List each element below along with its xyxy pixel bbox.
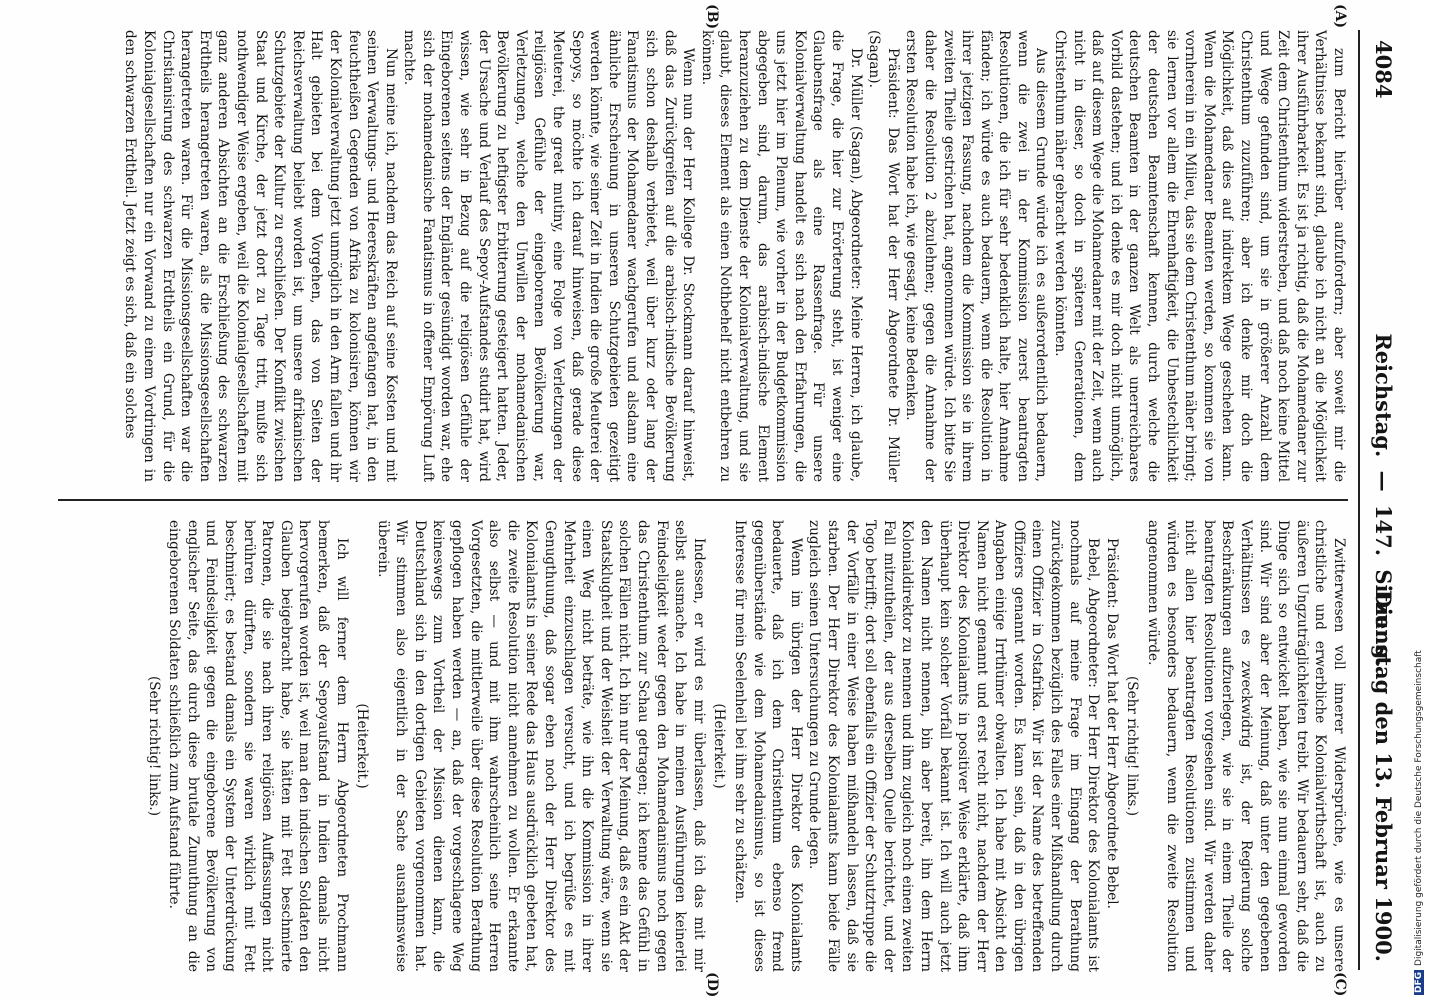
paragraph: Aus diesem Grunde würde ich es außerordentlich bedauern, wenn die zwei in der Kommission zuerst beantragten Resolutionen, die ich für sehr bedenklich halte, hier Annahme fänden; ich würde es auch bedauern, wenn die Resolution in ihrer jetzigen Fassung, nachdem die Kommission sie in ihrem zweiten Theile gestrichen hat, angenommen würde. Ich bitte Sie daher die Resolution 2 abzulehnen; gegen die Annahme der ersten Resolution habe ich, wie gesagt, keine Bedenken.	[903, 30, 1050, 482]
interjection: (Sehr richtig! links.)	[145, 675, 162, 817]
paragraph: Indessen, er wird es mir überlassen, daß ich das mit mir selbst ausmache. Ich habe in meinen Ausführungen keinerlei Feindseligkeit weder gegen den Mohamedanismus noch gegen das Christenthum zur Schau getragen; ich kenne das Gefühl in solchen Fällen nicht. Ich bin nur der Meinung, daß es ein Akt der Staatsklugheit und der Weisheit der Verwaltung wäre, wenn sie einen Weg nicht beträte, wie ihn die Kommission in ihrer Mehrheit einzuschlagen versucht, und ich begrüße es mit Genugthuung, daß sogar eben noch der Herr Direktor des Kolonialamts in seiner Rede das Haus ausdrücklich gebeten hat, die zweite Resolution nicht annehmen zu wollen. Er erkannte also selbst — und mit ihm wahrscheinlich seine Herren Vorgesetzten, die mittlerweile über diese Resolution Berathung gepflogen haben werden — an, daß der vorgeschlagene Weg keineswegs zum Vortheil der Mission dienen kann, die Deutschland sich in den dortigen Gebieten vorgenommen hat. Wir stimmen also eigentlich in der Sache ausnahmsweise überein.	[374, 520, 707, 972]
rotated-document	[10, 0, 1410, 1000]
paragraph: Nun meine ich, nachdem das Reich auf seine Kosten und mit seinen Verwaltungs- und Heereskräften angefangen hat, in den feuchtheißen Gegenden von Afrika zu kolonisiren, können wir der Kolonialverwaltung jetzt unmöglich in den Arm fallen und ihr Halt gebieten bei dem Vorgehen, das von Seiten der Reichsverwaltung beliebt worden ist, um unsere afrikanischen Schutzgebiete der Kultur zu erschließen. Der Konflikt zwischen Staat und Kirche, der jetzt dort zu Tage tritt, mußte sich nothwendiger Weise ergeben, weil die Kolonialgesellschaften mit ganz anderen Absichten an die Erschließung des schwarzen Erdtheils herangetreten waren, als die Missionsgesellschaften herangetreten waren. Für die Missionsgesellschaften war die Christianisirung des schwarzen Erdtheils ein Grund, für die Kolonialgesellschaften nur ein Vorwand zu einem Vordringen in den schwarzen Erdtheil. Jetzt zeigt es sich, daß ein solches	[122, 30, 399, 482]
right-column	[142, 520, 1348, 972]
funding-footer	[1412, 0, 1434, 1000]
president-statement: Präsident: Das Wort hat der Herr Abgeordnete Dr. Müller (Sagan).	[866, 30, 901, 482]
funding-notice: Digitalisierung gefördert durch die Deutsche Forschungsgemeinschaft	[1414, 650, 1424, 966]
margin-mark-b: (B)	[704, 4, 720, 30]
paragraph: Wenn nun der Herr Kollege Dr. Stockmann darauf hinweist, daß das Zurückgreifen auf die arabisch-indische Bevölkerung sich schon deshalb verbietet, weil über kurz oder lang der Fanatismus der Mohamedaner wachgerufen und alsdann eine ähnliche Erscheinung in unseren Schutzgebieten gezeitigt werden könnte, wie seiner Zeit in Indien die große Meuterei der Sepoys, so möchte ich darauf hinweisen, daß gerade diese Meuterei, the great mutiny, eine Folge von Verletzungen der religiösen Gefühle der eingeborenen Bevölkerung war, Verletzungen, welche den Unwillen der mohamedanischen Bevölkerung zu heftigster Erbitterung gesteigert hatten. Jeder, der Ursache und Verlauf des Sepoy-Aufstandes studirt hat, wird wissen, wie sehr in Bezug auf die religiösen Gefühle der Eingeborenen seitens der Engländer gesündigt worden war, ehe sich der mohamedanische Fanatismus in offener Empörung Luft machte.	[401, 30, 697, 482]
header-title: Reichstag. — 147. Sitzung.	[1371, 333, 1396, 667]
margin-mark-d: (D)	[704, 972, 720, 998]
page-number: 4084	[1371, 40, 1396, 99]
president-statement: Präsident: Das Wort hat der Herr Abgeordnete Bebel.	[1103, 538, 1120, 909]
header-date: Dienstag den 13. Februar 1900.	[1371, 589, 1396, 962]
paragraph: Ich will ferner dem Herrn Abgeordneten Prochmann bemerken, daß der Sepoyaufstand in Indien damals nicht hervorgerufen worden ist, weil man den indischen Soldaten den Glauben beigebracht habe, sie hätten mit Fett beschmierte Patronen, die sie nach ihren religiösen Auffassungen nicht berühren dürften, sondern sie waren wirklich mit Fett beschmiert; es bestand damals ein System der Unterdrückung und Feindseligkeit gegen die eingeborene Bevölkerung von englischer Seite, das durch diese brutale Zumuthung an die eingeborenen Soldaten schließlich zum Aufstand führte.	[166, 520, 350, 972]
margin-mark-a: (A)	[1332, 4, 1348, 29]
paragraph: Dr. Müller (Sagan), Abgeordneter: Meine Herren, ich glaube, die Frage, die hier zur Erörterung steht, ist weniger eine Glaubensfrage als eine Rassenfrage. Für unsere Kolonialverwaltung handelt es sich nach den Erfahrungen, die uns jetzt hier im Plenum, wie vorher in der Budgetkommission abgegeben sind, darum, das arabisch-indische Element heranzuziehen zu dem Dienste der Kolonialverwaltung, und sie glaubt, dieses Element als einen Nothbehelf nicht entbehren zu können.	[698, 30, 864, 482]
paragraph: Bebel, Abgeordneter: Der Herr Direktor des Kolonialamts ist nochmals auf meine Frage im Eingang der Berathung zurückgekommen bezüglich des Falles einer Mißhandlung durch einen Offizier in Ostafrika. Wir ist der Name des betreffenden Offiziers genannt worden. Es kann sein, daß in den übrigen Angaben einige Irrthümer obwalten. Ich habe mit Absicht den Namen nicht genannt und erst recht nicht, nachdem der Herr Direktor des Kolonialamts in positiver Weise erklärte, daß ihm überhaupt kein solcher Vorfall bekannt ist. Ich will auch jetzt den Namen nicht nennen, bin aber bereit, ihn dem Herrn Kolonialdirektor zu nennen und ihm zugleich noch einen zweiten Fall mitzutheilen, der aus derselben Quelle berichtet, und der Togo betrifft; dort soll ebenfalls ein Offizier der Schutztruppe die der Vorfälle in einer Weise haben mißhandeln lassen, daß sie starben. Der Herr Direktor des Kolonialamts kann beide Fälle zugleich seinen Untersuchungen zu Grunde legen.	[806, 520, 1102, 972]
footer-text-line	[1414, 15, 1424, 995]
dfg-logo: DFG	[1414, 971, 1424, 993]
margin-mark-c: (C)	[1332, 972, 1348, 997]
interjection: (Heiterkeit.)	[354, 703, 371, 789]
running-head	[1362, 30, 1402, 970]
interjection: (Heiterkeit.)	[711, 703, 728, 789]
interjection: (Sehr richtig! links.)	[1124, 675, 1141, 817]
paragraph: zum Bericht hierüber aufzufordern; aber soweit mir die Verhältnisse bekannt sind, glaube ich nicht an die Möglichkeit ihrer Ausführbarkeit. Es ist ja richtig, daß die Mohamedaner zur Zeit dem Christenthum widerstreben, und daß noch keine Mittel und Wege gefunden sind, um sie in größerer Anzahl dem Christenthum zuzuführen; aber ich denke mir doch die Möglichkeit, daß dies auf indirektem Wege geschehen kann. Wenn die Mohamedaner Beamten werden, so kommen sie von vornherein in ein Milieu, das sie dem Christenthum näher bringt; sie lernen vor allem die Ehrenhaftigkeit, die Unbestechlichkeit der deutschen Beamtenschaft kennen, durch welche die deutschen Beamten in der ganzen Welt als unerreichbares Vorbild dastehen; und ich denke es mir doch nicht unmöglich, daß auf diesem Wege die Mohamedaner mit der Zeit, wenn auch nicht in dieser, so doch in späteren Generationen, dem Christenthum näher gebracht werden könnten.	[1052, 30, 1347, 482]
paragraph: Wenn im übrigen der Herr Direktor des Kolonialamts bedauerte, daß ich dem Christenthum ebenso fremd gegenüberstände wie dem Mohamedanismus, so ist dieses Interesse für mein Seelenheil bei ihm sehr zu schätzen.	[732, 520, 804, 972]
paragraph: Zwitterwesen voll innerer Widersprüche, wie es unsere christliche und erwerbliche Kolonialwirthschaft ist, auch zu äußeren Ungzuträglichkeiten treibt. Wir bedauern sehr, daß die Dinge sich so entwickelt haben, wie sie nun einmal geworden sind. Wir sind aber der Meinung, daß unter den gegebenen Verhältnissen es zweckwidrig ist, der Regierung solche Beschränkungen aufzuerlegen, wie sie in einem Theile der beantragten Resolutionen vorgesehen sind. Wir werden daher nicht allen hier beantragten Resolutionen zustimmen und würden es besonders bedauern, wenn die zweite Resolution angenommen würde.	[1145, 520, 1347, 972]
left-column	[121, 30, 1348, 482]
column-rule	[58, 499, 1348, 501]
header-rule	[1358, 30, 1360, 970]
